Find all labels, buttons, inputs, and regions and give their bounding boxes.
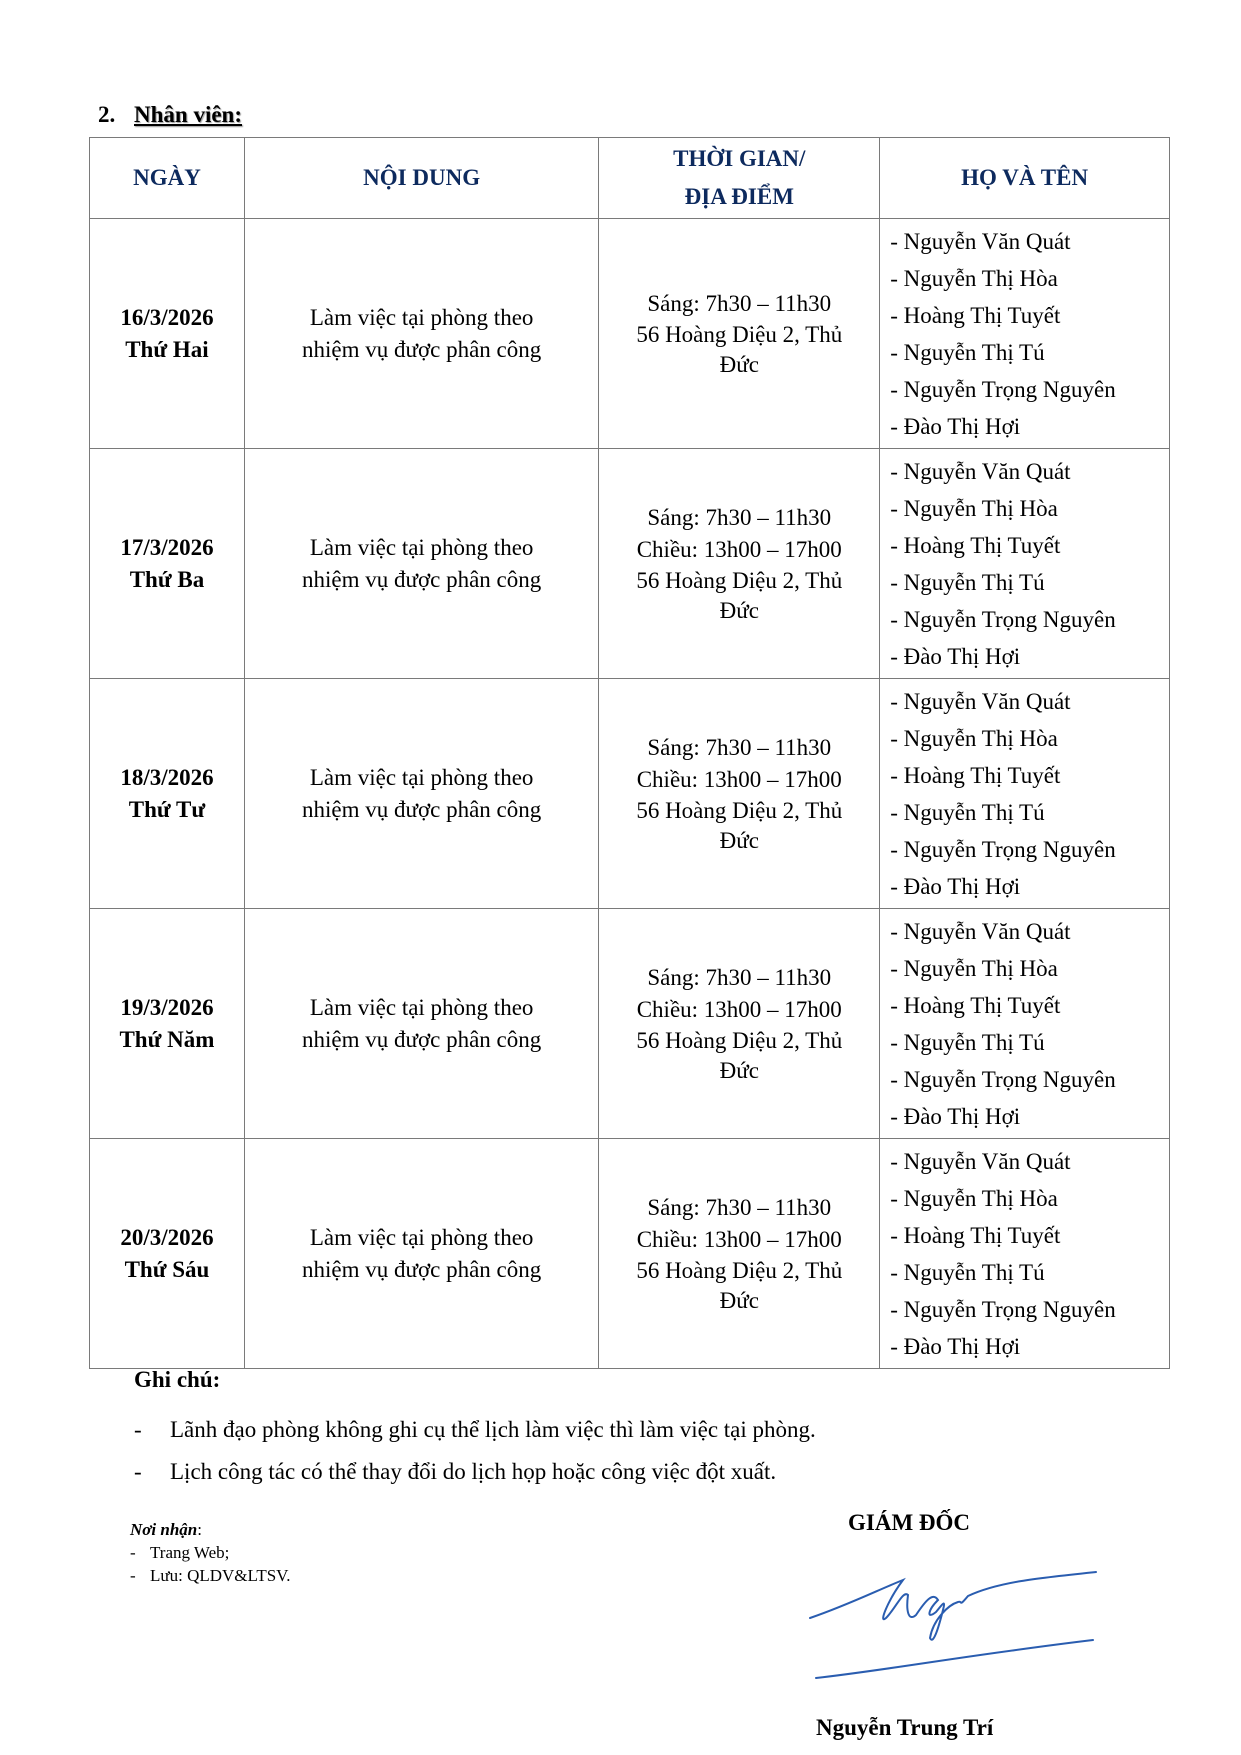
header-time-location <box>599 138 880 219</box>
address-line: Đức <box>719 827 759 853</box>
address-line: 56 Hoàng Diệu 2, Thủ <box>636 567 843 593</box>
weekday: Thứ Năm <box>119 1026 215 1052</box>
address <box>599 1026 879 1086</box>
recipient-text: Trang Web; <box>150 1543 230 1562</box>
section-title: Nhân viên: <box>134 102 242 127</box>
morning-time: Sáng: 7h30 – 11h30 <box>647 504 832 530</box>
date: 18/3/2026 <box>120 764 214 790</box>
bullet: - <box>130 1543 136 1562</box>
date-cell <box>90 219 245 449</box>
note-text: Lịch công tác có thể thay đổi do lịch họp hoặc công việc đột xuất. <box>170 1459 777 1484</box>
address-line: Đức <box>719 351 759 377</box>
table-row <box>90 1139 1170 1369</box>
colon: : <box>197 1520 202 1539</box>
notes-section <box>134 1367 816 1493</box>
staff-name: - Nguyễn Thị Hòa <box>890 1185 1058 1211</box>
date-cell <box>90 1139 245 1369</box>
weekday: Thứ Ba <box>129 566 205 592</box>
signer-name: Nguyễn Trung Trí <box>816 1715 994 1740</box>
afternoon-time: Chiều: 13h00 – 17h00 <box>636 996 842 1022</box>
afternoon-time: Chiều: 13h00 – 17h00 <box>636 766 842 792</box>
header-content: NỘI DUNG <box>244 138 598 219</box>
staff-name: - Nguyễn Thị Tú <box>890 799 1045 825</box>
table-row <box>90 679 1170 909</box>
staff-name: - Hoàng Thị Tuyết <box>890 992 1061 1018</box>
staff-name: - Nguyễn Thị Tú <box>890 569 1045 595</box>
morning-time: Sáng: 7h30 – 11h30 <box>647 1194 832 1220</box>
staff-name: - Nguyễn Trọng Nguyên <box>890 1296 1116 1322</box>
content-line: nhiệm vụ được phân công <box>302 566 542 592</box>
time-location-cell <box>599 1139 880 1369</box>
staff-name: - Nguyễn Thị Hòa <box>890 495 1058 521</box>
staff-name: - Hoàng Thị Tuyết <box>890 1222 1061 1248</box>
content-cell <box>244 909 598 1139</box>
recipient-item <box>130 1541 291 1564</box>
morning-time: Sáng: 7h30 – 11h30 <box>647 290 832 316</box>
staff-list <box>890 683 1169 905</box>
header-date: NGÀY <box>90 138 245 219</box>
content-line: nhiệm vụ được phân công <box>302 336 542 362</box>
recipient-item <box>130 1564 291 1587</box>
address-line: 56 Hoàng Diệu 2, Thủ <box>636 797 843 823</box>
content-line: Làm việc tại phòng theo <box>309 1224 534 1250</box>
address-line: Đức <box>719 1287 759 1313</box>
staff-name: - Nguyễn Văn Quát <box>890 1148 1071 1174</box>
weekday: Thứ Sáu <box>124 1256 210 1282</box>
address-line: Đức <box>719 1057 759 1083</box>
table-row <box>90 449 1170 679</box>
date-cell <box>90 909 245 1139</box>
date: 19/3/2026 <box>120 994 214 1020</box>
content-cell <box>244 679 598 909</box>
names-cell <box>880 1139 1170 1369</box>
staff-name: - Hoàng Thị Tuyết <box>890 762 1061 788</box>
signature-image <box>808 1560 1098 1680</box>
names-cell <box>880 909 1170 1139</box>
header-time: THỜI GIAN/ <box>673 146 806 171</box>
staff-schedule-table <box>89 137 1170 1369</box>
section-number: 2. <box>98 102 116 127</box>
staff-name: - Nguyễn Văn Quát <box>890 918 1071 944</box>
staff-list <box>890 1143 1169 1365</box>
address-line: 56 Hoàng Diệu 2, Thủ <box>636 1027 843 1053</box>
staff-name: - Nguyễn Thị Tú <box>890 1259 1045 1285</box>
recipients-title: Nơi nhận <box>130 1520 198 1539</box>
content-cell <box>244 449 598 679</box>
address <box>599 320 879 380</box>
staff-name: - Hoàng Thị Tuyết <box>890 532 1061 558</box>
notes-title: Ghi chú: <box>134 1367 221 1392</box>
staff-name: - Đào Thị Hợi <box>890 643 1021 669</box>
content-line: Làm việc tại phòng theo <box>309 994 534 1020</box>
date-cell <box>90 449 245 679</box>
date: 16/3/2026 <box>120 304 214 330</box>
staff-name: - Nguyễn Trọng Nguyên <box>890 606 1116 632</box>
content-cell <box>244 219 598 449</box>
address <box>599 796 879 856</box>
staff-name: - Nguyễn Trọng Nguyên <box>890 836 1116 862</box>
recipients-section <box>130 1518 291 1587</box>
staff-name: - Nguyễn Thị Hòa <box>890 955 1058 981</box>
date: 20/3/2026 <box>120 1224 214 1250</box>
table-row <box>90 909 1170 1139</box>
staff-name: - Đào Thị Hợi <box>890 413 1021 439</box>
table-row <box>90 219 1170 449</box>
staff-name: - Nguyễn Thị Hòa <box>890 725 1058 751</box>
staff-list <box>890 453 1169 675</box>
address <box>599 566 879 626</box>
staff-list <box>890 913 1169 1135</box>
staff-name: - Hoàng Thị Tuyết <box>890 302 1061 328</box>
time-location-cell <box>599 219 880 449</box>
staff-name: - Đào Thị Hợi <box>890 1333 1021 1359</box>
address-line: Đức <box>719 597 759 623</box>
staff-name: - Đào Thị Hợi <box>890 1103 1021 1129</box>
morning-time: Sáng: 7h30 – 11h30 <box>647 964 832 990</box>
time-location-cell <box>599 449 880 679</box>
morning-time: Sáng: 7h30 – 11h30 <box>647 734 832 760</box>
staff-name: - Nguyễn Thị Tú <box>890 1029 1045 1055</box>
section-heading <box>98 102 242 128</box>
staff-name: - Nguyễn Trọng Nguyên <box>890 376 1116 402</box>
time-location-cell <box>599 679 880 909</box>
staff-name: - Nguyễn Thị Hòa <box>890 265 1058 291</box>
bullet: - <box>134 1417 142 1442</box>
bullet: - <box>134 1459 142 1484</box>
staff-name: - Nguyễn Văn Quát <box>890 228 1071 254</box>
staff-name: - Nguyễn Văn Quát <box>890 688 1071 714</box>
staff-list <box>890 223 1169 445</box>
staff-name: - Nguyễn Thị Tú <box>890 339 1045 365</box>
names-cell <box>880 219 1170 449</box>
afternoon-time: Chiều: 13h00 – 17h00 <box>636 536 842 562</box>
note-item <box>134 1409 816 1451</box>
note-item <box>134 1451 816 1493</box>
names-cell <box>880 679 1170 909</box>
afternoon-time: Chiều: 13h00 – 17h00 <box>636 1226 842 1252</box>
content-line: nhiệm vụ được phân công <box>302 796 542 822</box>
staff-name: - Nguyễn Trọng Nguyên <box>890 1066 1116 1092</box>
note-text: Lãnh đạo phòng không ghi cụ thể lịch làm việc thì làm việc tại phòng. <box>170 1417 816 1442</box>
names-cell <box>880 449 1170 679</box>
staff-name: - Đào Thị Hợi <box>890 873 1021 899</box>
address-line: 56 Hoàng Diệu 2, Thủ <box>636 1257 843 1283</box>
content-line: Làm việc tại phòng theo <box>309 534 534 560</box>
table-header-row <box>90 138 1170 219</box>
content-line: Làm việc tại phòng theo <box>309 304 534 330</box>
recipient-text: Lưu: QLDV&LTSV. <box>150 1566 291 1585</box>
date-cell <box>90 679 245 909</box>
weekday: Thứ Tư <box>128 796 206 822</box>
bullet: - <box>130 1566 136 1585</box>
content-line: nhiệm vụ được phân công <box>302 1026 542 1052</box>
time-location-cell <box>599 909 880 1139</box>
signer-role: GIÁM ĐỐC <box>848 1510 971 1535</box>
content-line: nhiệm vụ được phân công <box>302 1256 542 1282</box>
address <box>599 1256 879 1316</box>
content-line: Làm việc tại phòng theo <box>309 764 534 790</box>
weekday: Thứ Hai <box>125 336 209 362</box>
header-location: ĐỊA ĐIỂM <box>684 184 794 209</box>
staff-name: - Nguyễn Văn Quát <box>890 458 1071 484</box>
date: 17/3/2026 <box>120 534 214 560</box>
address-line: 56 Hoàng Diệu 2, Thủ <box>636 321 843 347</box>
header-names: HỌ VÀ TÊN <box>880 138 1170 219</box>
content-cell <box>244 1139 598 1369</box>
